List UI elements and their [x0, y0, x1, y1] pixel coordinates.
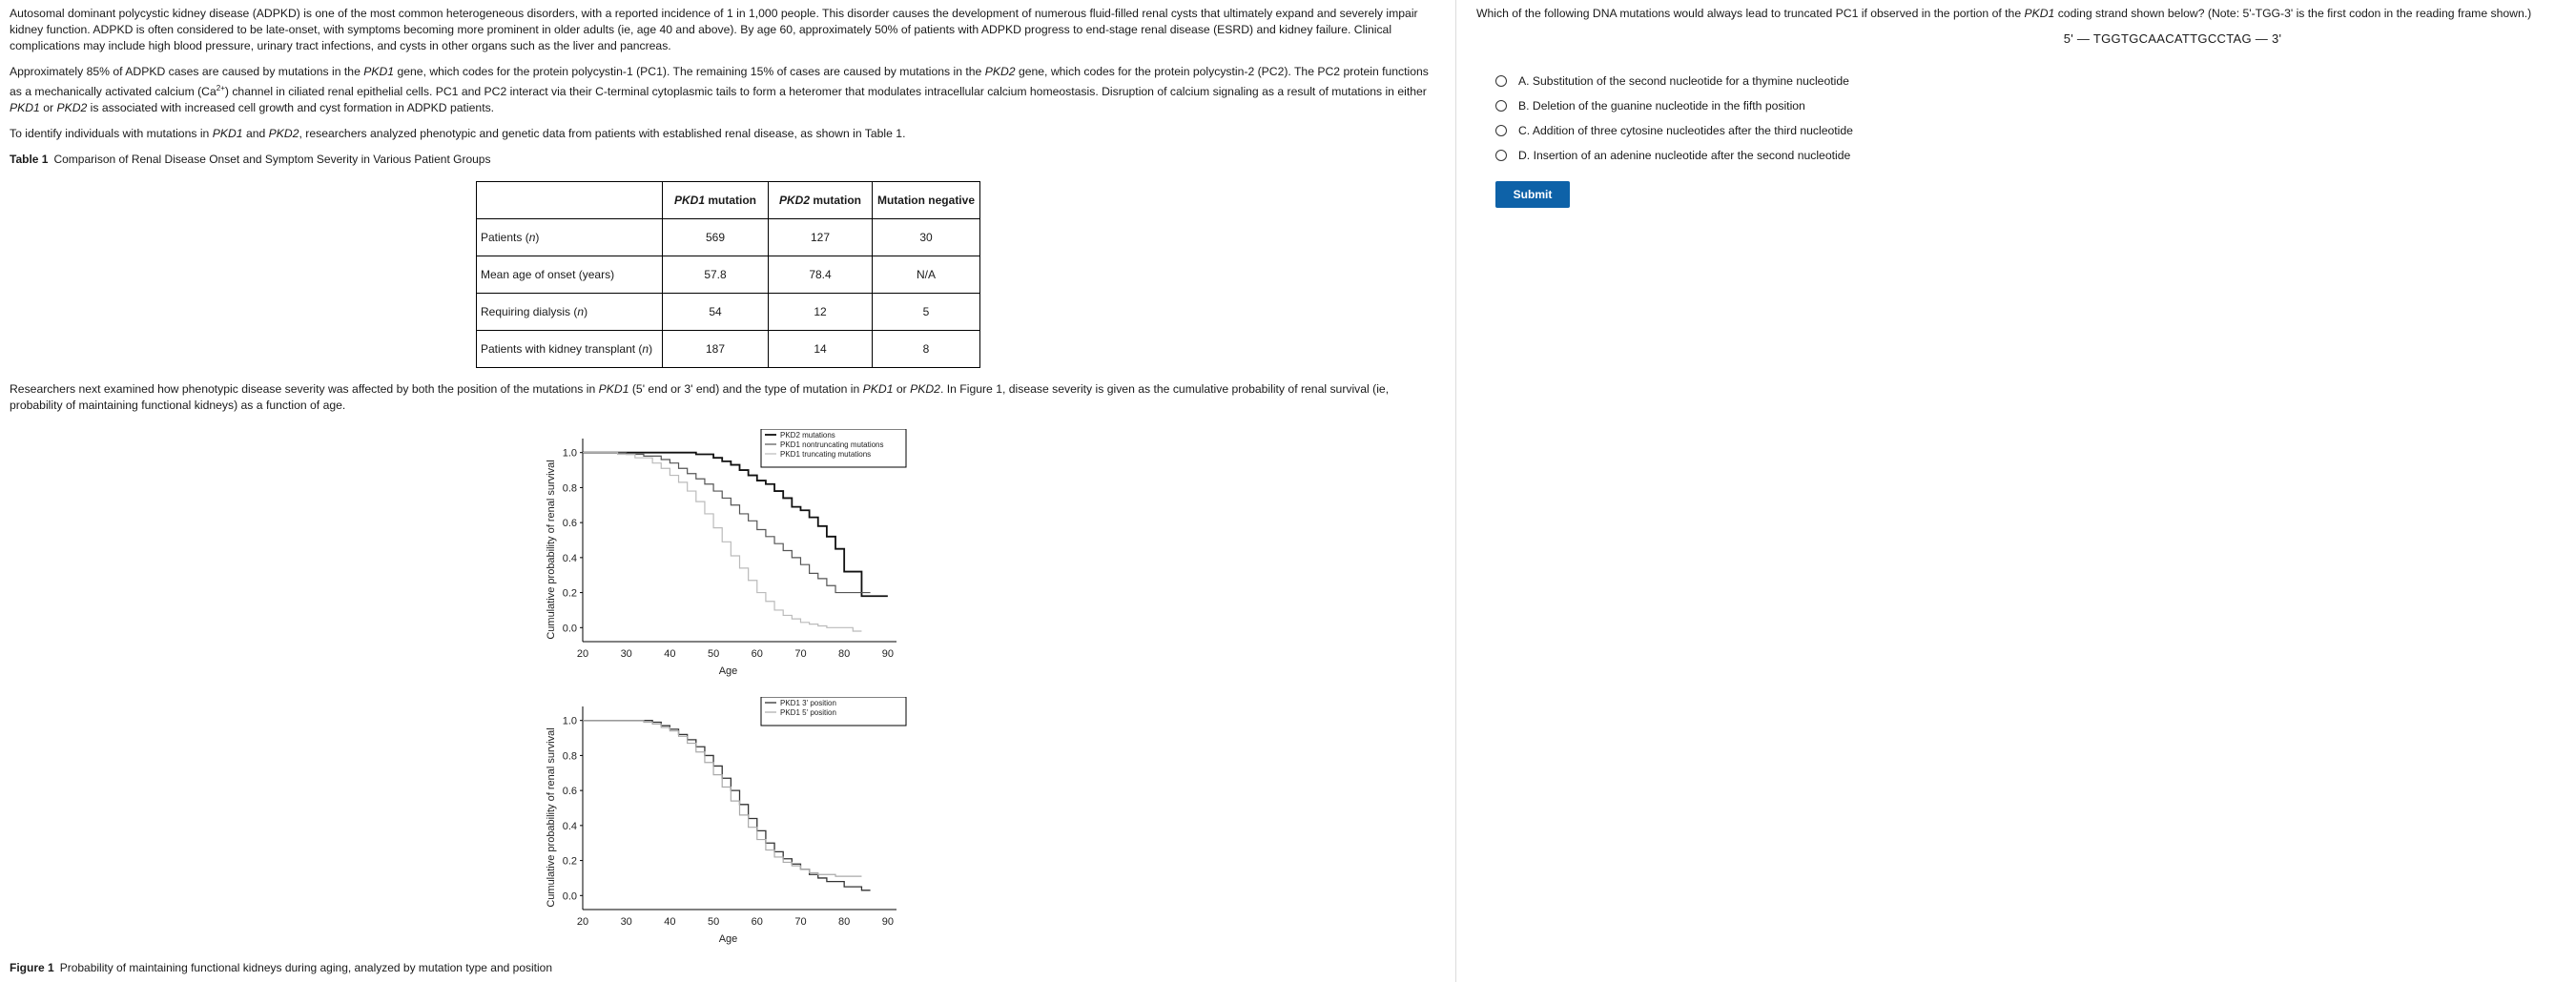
row-label: [477, 331, 663, 368]
radio-icon[interactable]: [1495, 75, 1507, 87]
radio-icon[interactable]: [1495, 125, 1507, 136]
passage-paragraph-3: [10, 126, 1440, 142]
x-tick-label: 60: [751, 648, 763, 660]
text: , researchers analyzed phenotypic and genetic data from patients with established renal disease, as shown in Table 1.: [299, 127, 906, 141]
series-line: [583, 453, 861, 631]
table-cell: N/A: [873, 256, 980, 294]
table-row: [477, 219, 980, 256]
passage-paragraph-2: [10, 64, 1440, 116]
x-tick-label: 90: [881, 916, 894, 928]
chart-top-svg: [534, 429, 916, 682]
x-tick-label: 90: [881, 648, 894, 660]
x-tick-label: 40: [664, 648, 676, 660]
text: Patients with kidney transplant (: [481, 341, 643, 356]
y-tick-label: 0.4: [562, 820, 577, 832]
y-axis-label: Cumulative probability of renal survival: [546, 460, 557, 640]
choice-label: B. Deletion of the guanine nucleotide in the fifth position: [1518, 99, 1805, 113]
row-label: [477, 219, 663, 256]
table-row: [477, 256, 980, 294]
gene-name: PKD1: [2024, 7, 2055, 20]
text: n: [642, 341, 649, 356]
table-cell: 30: [873, 219, 980, 256]
y-tick-label: 0.8: [562, 750, 577, 763]
x-tick-label: 70: [794, 916, 807, 928]
y-tick-label: 0.6: [562, 518, 577, 530]
table-cell: 127: [769, 219, 873, 256]
data-table: [476, 181, 980, 368]
row-label: [477, 294, 663, 331]
y-tick-label: 1.0: [562, 715, 577, 727]
text: Mean age of onset (years): [481, 267, 615, 281]
table-header-cell: [769, 182, 873, 219]
gene-name: PKD1: [363, 65, 395, 78]
passage-paragraph-4: [10, 381, 1440, 414]
text: To identify individuals with mutations in: [10, 127, 213, 141]
gene-name: PKD2: [910, 382, 940, 397]
text: and: [242, 127, 269, 141]
y-tick-label: 0.4: [562, 552, 577, 564]
text: or: [39, 101, 57, 115]
table-cell: 5: [873, 294, 980, 331]
text: n: [577, 304, 585, 318]
text: Requiring dialysis (: [481, 304, 578, 318]
gene-name: PKD2: [56, 101, 88, 115]
text: gene, which codes for the protein polycystin-2 (PC2). The PC2 protein functions as a mechanically activated calcium (Ca: [10, 65, 1429, 99]
y-tick-label: 0.2: [562, 587, 577, 600]
text: or: [893, 382, 911, 397]
text: ): [584, 304, 588, 318]
text: Researchers next examined how phenotypic disease severity was affected by both the position of the mutations in: [10, 382, 599, 397]
y-tick-label: 0.0: [562, 623, 577, 635]
text: gene, which codes for the protein polycystin-1 (PC1). The remaining 15% of cases are caused by mutations in the: [394, 65, 985, 78]
text: Mutation negative: [876, 193, 975, 207]
question-pane: [1476, 6, 2568, 208]
text: mutation: [705, 193, 756, 207]
figure-caption: [10, 961, 552, 974]
figure-caption-label: Figure 1: [10, 961, 54, 974]
table-header-cell: [663, 182, 769, 219]
submit-button[interactable]: Submit: [1495, 181, 1570, 208]
table-cell: 12: [769, 294, 873, 331]
choice-label: A. Substitution of the second nucleotide for a thymine nucleotide: [1518, 74, 1849, 88]
table-row: [477, 294, 980, 331]
figure-caption-text: Probability of maintaining functional kidneys during aging, analyzed by mutation type and position: [59, 961, 553, 974]
choice-c[interactable]: [1495, 118, 2568, 143]
choice-label: C. Addition of three cytosine nucleotides after the third nucleotide: [1518, 124, 1853, 137]
choice-a[interactable]: [1495, 69, 2568, 93]
passage: [10, 6, 1440, 423]
table-cell: 14: [769, 331, 873, 368]
text: (5' end or 3' end) and the type of mutation in: [629, 382, 863, 397]
table-corner-cell: [477, 182, 663, 219]
series-line: [583, 721, 861, 876]
question-stem: [1476, 6, 2568, 22]
x-tick-label: 80: [838, 916, 851, 928]
table-cell: 78.4: [769, 256, 873, 294]
text: . In Figure 1, disease severity is given as the cumulative probability of renal survival (ie, probability of maintaining functional kidneys) as a function of age.: [10, 382, 1390, 413]
x-tick-label: 20: [576, 648, 589, 660]
legend-label: PKD1 nontruncating mutations: [780, 440, 884, 449]
legend-label: PKD1 3' position: [780, 699, 836, 707]
series-line: [583, 453, 871, 593]
x-axis-label: Age: [718, 933, 738, 945]
pane-divider: [1455, 0, 1456, 982]
table-cell: 569: [663, 219, 769, 256]
passage-paragraph-1: Autosomal dominant polycystic kidney disease (ADPKD) is one of the most common heterogeneous disorders, with a reported incidence of 1 in 1,000 people. This disorder causes the development of numerous fluid-filled renal cysts that ultimately expand and severely impair kidney function. ADPKD is often considered to be late-onset, with symptoms becoming more prominent in older adults (ie, age 40 and above). By age 60, approximately 50% of patients with ADPKD progress to end-stage renal disease (ESRD) and kidney failure. Clinical complications may include high blood pressure, urinary tract infections, and cysts in other organs such as the liver and pancreas.: [10, 7, 1418, 52]
table-row: [477, 331, 980, 368]
text: ): [649, 341, 653, 356]
radio-icon[interactable]: [1495, 100, 1507, 112]
text: is associated with increased cell growth and cyst formation in ADPKD patients.: [87, 101, 495, 115]
series-line: [583, 721, 871, 890]
text: n: [528, 230, 536, 244]
gene-name: PKD1: [10, 101, 40, 115]
legend-label: PKD1 truncating mutations: [780, 450, 872, 459]
y-tick-label: 0.6: [562, 786, 577, 798]
x-tick-label: 30: [620, 648, 632, 660]
gene-name: PKD1: [212, 127, 243, 141]
dna-sequence: 5' — TGGTGCAACATTGCCTAG — 3': [2063, 31, 2282, 46]
text: mutation: [810, 193, 861, 207]
table-cell: 54: [663, 294, 769, 331]
chart-bottom-svg: [534, 697, 916, 950]
text: coding strand shown below? (Note: 5'-TGG-3' is the first codon in the reading frame shown.): [2054, 7, 2532, 20]
table-caption-text: Comparison of Renal Disease Onset and Symptom Severity in Various Patient Groups: [53, 153, 491, 167]
y-tick-label: 0.8: [562, 482, 577, 495]
y-tick-label: 0.0: [562, 890, 577, 903]
x-tick-label: 30: [620, 916, 632, 928]
table-cell: 57.8: [663, 256, 769, 294]
gene-name: PKD2: [984, 65, 1016, 78]
legend-label: PKD1 5' position: [780, 708, 836, 717]
superscript: 2+: [216, 84, 225, 92]
y-tick-label: 1.0: [562, 447, 577, 460]
x-tick-label: 80: [838, 648, 851, 660]
table-header-row: [477, 182, 980, 219]
gene-name: PKD1: [862, 382, 894, 397]
radio-icon[interactable]: [1495, 150, 1507, 161]
table-header-cell: [873, 182, 980, 219]
y-tick-label: 0.2: [562, 855, 577, 868]
answer-choices: [1495, 69, 2568, 168]
text: Patients (: [481, 230, 529, 244]
table-caption: [10, 152, 1440, 168]
gene-name: PKD1: [673, 193, 705, 207]
figure-bottom-chart: [534, 697, 916, 954]
figure-top-chart: [534, 429, 916, 686]
gene-name: PKD2: [268, 127, 299, 141]
series-line: [583, 453, 888, 597]
choice-label: D. Insertion of an adenine nucleotide after the second nucleotide: [1518, 149, 1851, 162]
x-tick-label: 60: [751, 916, 763, 928]
text: Approximately 85% of ADPKD cases are caused by mutations in the: [10, 65, 364, 78]
x-tick-label: 20: [576, 916, 589, 928]
x-axis-label: Age: [718, 665, 738, 677]
table-cell: 8: [873, 331, 980, 368]
gene-name: PKD2: [778, 193, 810, 207]
y-axis-label: Cumulative probability of renal survival: [546, 727, 557, 908]
x-tick-label: 40: [664, 916, 676, 928]
row-label: [477, 256, 663, 294]
choice-d[interactable]: [1495, 143, 2568, 168]
table-cell: 187: [663, 331, 769, 368]
legend-label: PKD2 mutations: [780, 431, 835, 440]
text: ): [535, 230, 540, 244]
text: Which of the following DNA mutations would always lead to truncated PC1 if observed in the portion of the: [1476, 7, 2025, 20]
x-tick-label: 70: [794, 648, 807, 660]
x-tick-label: 50: [707, 916, 720, 928]
x-tick-label: 50: [707, 648, 720, 660]
choice-b[interactable]: [1495, 93, 2568, 118]
gene-name: PKD1: [598, 382, 629, 397]
text: ) channel in ciliated renal epithelial cells. PC1 and PC2 interact via their C-terminal cytoplasmic tails to form a heteromer that modulates intracellular calcium homeostasis. Disruption of calcium signaling as a result of mutations in either: [224, 85, 1427, 99]
table-caption-label: Table 1: [10, 153, 49, 167]
